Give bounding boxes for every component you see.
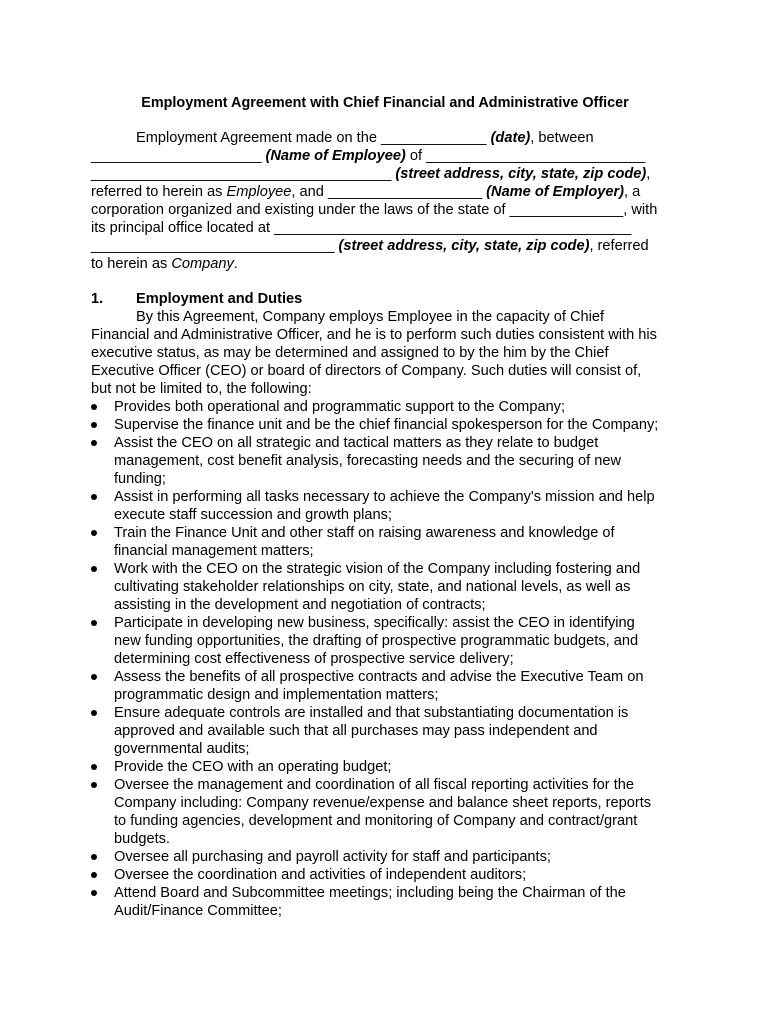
bullet-icon — [91, 494, 97, 500]
address-placeholder: (street address, city, state, zip code) — [395, 166, 647, 182]
duty-text-line: determining cost effectiveness of prospective service delivery; — [114, 651, 514, 667]
bullet-icon — [91, 710, 97, 716]
text: , and ___________________ — [291, 184, 487, 200]
text: , — [646, 166, 651, 182]
bullet-icon — [91, 674, 97, 680]
duty-text-line: Supervise the finance unit and be the chief financial spokesperson for the Company; — [114, 417, 659, 433]
duty-list-item — [91, 866, 691, 884]
bullet-icon — [91, 620, 97, 626]
text: referred to herein as — [91, 184, 227, 200]
duty-text-line: Audit/Finance Committee; — [114, 903, 282, 919]
duty-text-line: Participate in developing new business, specifically: assist the CEO in identifying — [114, 615, 635, 631]
intro-line — [91, 183, 691, 201]
duty-list-item — [91, 704, 691, 758]
section-employment-duties — [91, 290, 691, 920]
duty-list-item — [91, 848, 691, 866]
text: ______________________________ — [91, 238, 339, 254]
duty-text-line: governmental audits; — [114, 741, 250, 757]
duty-list-item — [91, 560, 691, 614]
duty-text-line: new funding opportunities, the drafting of prospective programmatic budgets, and — [114, 633, 639, 649]
text: Employee — [226, 184, 292, 200]
intro-line — [91, 129, 691, 147]
duty-list-item — [91, 884, 691, 920]
bullet-icon — [91, 404, 97, 410]
bullet-icon — [91, 764, 97, 770]
intro-line — [91, 237, 691, 255]
text: . — [233, 256, 238, 272]
duty-text-line: Oversee all purchasing and payroll activity for staff and participants; — [114, 849, 551, 865]
duty-text-line: management, cost benefit analysis, forecasting needs and the securing of new — [114, 453, 622, 469]
document-title: Employment Agreement with Chief Financial and Administrative Officer — [141, 95, 629, 111]
duty-list-item — [91, 668, 691, 704]
bullet-icon — [91, 782, 97, 788]
paragraph-line: Financial and Administrative Officer, and he is to perform such duties consistent with his — [91, 327, 657, 343]
intro-line — [91, 255, 691, 273]
intro-line — [91, 165, 691, 183]
duty-list-item — [91, 434, 691, 488]
section-heading — [91, 290, 691, 308]
employer-name-placeholder: (Name of Employer) — [486, 184, 625, 200]
paragraph-line: By this Agreement, Company employs Employee in the capacity of Chief — [136, 309, 605, 325]
bullet-icon — [91, 890, 97, 896]
duty-text-line: Oversee the management and coordination of all fiscal reporting activities for the — [114, 777, 634, 793]
text: Employment Agreement made on the _____________ — [136, 130, 491, 146]
duty-text-line: budgets. — [114, 831, 170, 847]
duty-text-line: funding; — [114, 471, 166, 487]
duty-text-line: Assist the CEO on all strategic and tactical matters as they relate to budget — [114, 435, 599, 451]
duty-text-line: Ensure adequate controls are installed and that substantiating documentation is — [114, 705, 629, 721]
bullet-icon — [91, 872, 97, 878]
duty-text-line: Provide the CEO with an operating budget; — [114, 759, 392, 775]
duty-text-line: Company including: Company revenue/expense and balance sheet reports, reports — [114, 795, 652, 811]
duty-list-item — [91, 398, 691, 416]
address-placeholder: (street address, city, state, zip code) — [338, 238, 590, 254]
duty-list-item — [91, 758, 691, 776]
duty-text-line: approved and available such that all purchases may pass independent and — [114, 723, 598, 739]
text: , referred — [589, 238, 649, 254]
text: , between — [530, 130, 594, 146]
text: , a — [624, 184, 641, 200]
bullet-icon — [91, 422, 97, 428]
duty-list-item — [91, 524, 691, 560]
duty-text-line: assisting in the development and negotiation of contracts; — [114, 597, 486, 613]
duty-list-item — [91, 614, 691, 668]
intro-line: its principal office located at ____________________________________________ — [91, 220, 632, 236]
text: of ___________________________ — [405, 148, 646, 164]
text: _____________________ — [91, 148, 266, 164]
duty-text-line: programmatic design and implementation matters; — [114, 687, 439, 703]
intro-line: corporation organized and existing under the laws of the state of ______________, with — [91, 202, 658, 218]
bullet-icon — [91, 440, 97, 446]
duty-list-item — [91, 488, 691, 524]
duty-text-line: cultivating stakeholder relationships on city, state, and national levels, as well as — [114, 579, 631, 595]
text: to herein as — [91, 256, 172, 272]
duty-text-line: to funding agencies, development and monitoring of Company and contract/grant — [114, 813, 638, 829]
duty-text-line: financial management matters; — [114, 543, 314, 559]
paragraph-line: Executive Officer (CEO) or board of directors of Company. Such duties will consist of, — [91, 363, 642, 379]
duty-text-line: Attend Board and Subcommittee meetings; including being the Chairman of the — [114, 885, 626, 901]
duties-list — [91, 398, 691, 920]
duty-list-item — [91, 416, 691, 434]
intro-paragraph — [91, 129, 691, 273]
duty-text-line: Oversee the coordination and activities of independent auditors; — [114, 867, 527, 883]
duty-text-line: Assist in performing all tasks necessary to achieve the Company's mission and help — [114, 489, 655, 505]
duty-text-line: Provides both operational and programmatic support to the Company; — [114, 399, 566, 415]
paragraph-line: executive status, as may be determined and assigned to by the him by the Chief — [91, 345, 609, 361]
duty-list-item — [91, 776, 691, 848]
section-paragraph — [91, 308, 691, 398]
employee-name-placeholder: (Name of Employee) — [265, 148, 406, 164]
duty-text-line: Work with the CEO on the strategic vision of the Company including fostering and — [114, 561, 641, 577]
duty-text-line: execute staff succession and growth plans; — [114, 507, 392, 523]
duty-text-line: Train the Finance Unit and other staff on raising awareness and knowledge of — [114, 525, 615, 541]
text: _____________________________________ — [91, 166, 396, 182]
section-number: 1. — [91, 291, 104, 307]
bullet-icon — [91, 566, 97, 572]
text: Company — [171, 256, 234, 272]
paragraph-line: but not be limited to, the following: — [91, 381, 312, 397]
date-placeholder: (date) — [490, 130, 531, 146]
intro-line — [91, 147, 691, 165]
bullet-icon — [91, 854, 97, 860]
duty-text-line: Assess the benefits of all prospective contracts and advise the Executive Team on — [114, 669, 644, 685]
section-title: Employment and Duties — [136, 291, 303, 307]
bullet-icon — [91, 530, 97, 536]
